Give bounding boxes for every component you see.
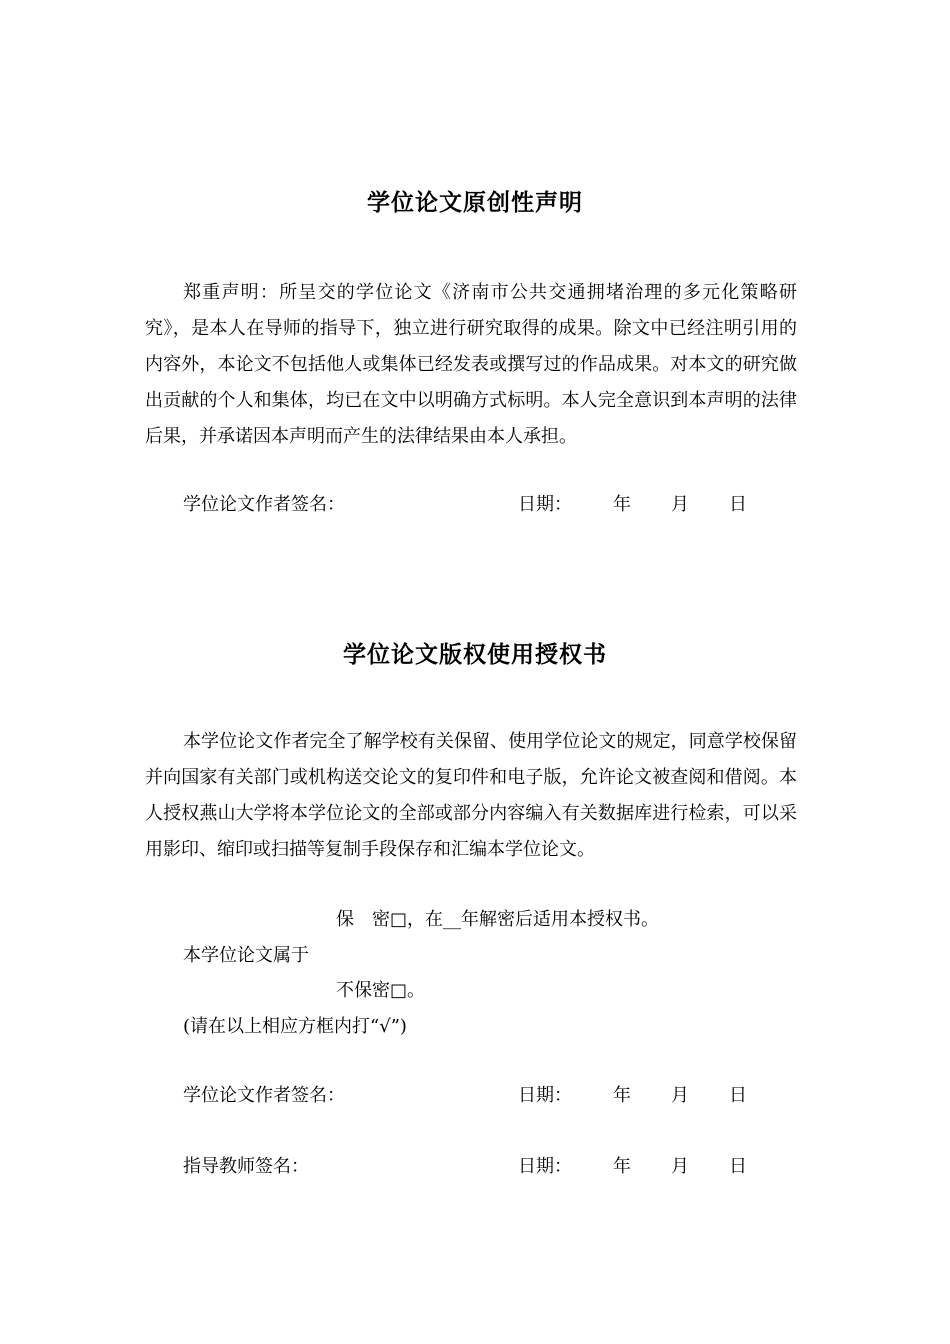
non-secret-option: 不保密□。 (336, 980, 426, 1001)
year-label: 年 (613, 494, 631, 515)
date-label: 日期： (518, 1156, 572, 1177)
year-label: 年 (613, 1156, 631, 1177)
author-signature-label: 学位论文作者签名： (183, 1085, 345, 1106)
check-instruction: (请在以上相应方框内打“√”) (183, 1016, 407, 1037)
month-label: 月 (671, 1156, 689, 1177)
month-label: 月 (671, 1085, 689, 1106)
advisor-signature-label: 指导教师签名： (183, 1156, 309, 1177)
originality-paragraph: 郑重声明：所呈交的学位论文《济南市公共交通拥堵治理的多元化策略研究》，是本人在导师的指导下，独立进行研究取得的成果。除文中已经注明引用的内容外，本论文不包括他人或集体已经发表或撰写过的作品成果。对本文的研究做出贡献的个人和集体，均已在文中以明确方式标明。本人完全意识到本声明的法律后果，并承诺因本声明而产生的法律结果由本人承担。 (145, 282, 797, 447)
authorization-title: 学位论文版权使用授权书 (343, 642, 607, 668)
date-label: 日期： (518, 1085, 572, 1106)
author-signature-label: 学位论文作者签名： (183, 494, 345, 515)
year-label: 年 (613, 1085, 631, 1106)
day-label: 日 (729, 1085, 747, 1106)
day-label: 日 (729, 494, 747, 515)
date-label: 日期： (518, 494, 572, 515)
day-label: 日 (729, 1156, 747, 1177)
secret-option: 保 密□，在__年解密后适用本授权书。 (336, 909, 660, 930)
originality-title: 学位论文原创性声明 (367, 190, 583, 216)
authorization-paragraph: 本学位论文作者完全了解学校有关保留、使用学位论文的规定，同意学校保留并向国家有关部门或机构送交论文的复印件和电子版，允许论文被查阅和借阅。本人授权燕山大学将本学位论文的全部或部分内容编入有关数据库进行检索，可以采用影印、缩印或扫描等复制手段保存和汇编本学位论文。 (145, 731, 797, 860)
month-label: 月 (671, 494, 689, 515)
belongs-to-label: 本学位论文属于 (183, 945, 309, 966)
